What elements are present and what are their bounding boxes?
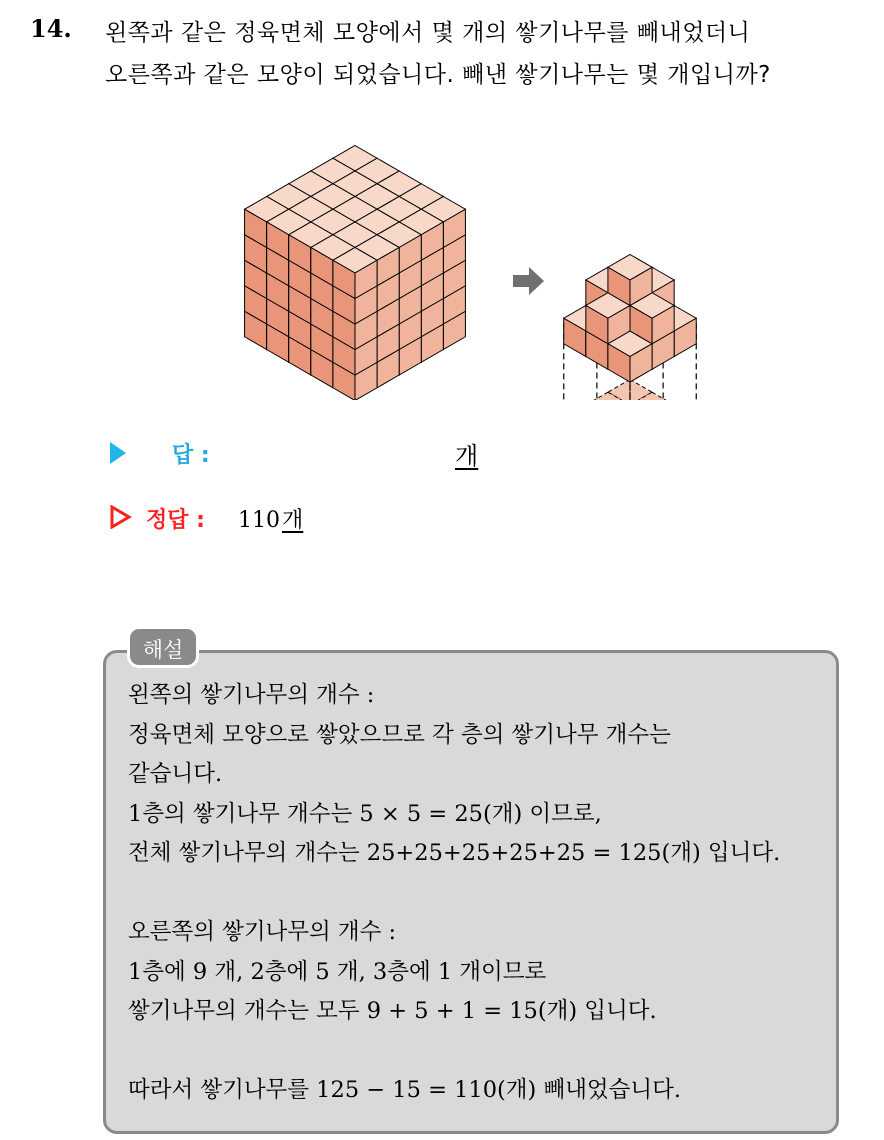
explanation-line: 왼쪽의 쌓기나무의 개수 : — [128, 682, 375, 708]
explanation-line: 정육면체 모양으로 쌓았으므로 각 층의 쌓기나무 개수는 — [128, 721, 671, 748]
explanation-line: 쌓기나무의 개수는 모두 9 + 5 + 1 = 15(개) 입니다. — [128, 998, 657, 1024]
explanation-line: 전체 쌓기나무의 개수는 25+25+25+25+25 = 125(개) 입니다. — [128, 840, 781, 866]
explanation-title: 해설 — [127, 626, 199, 668]
explanation-line: 같습니다. — [128, 761, 223, 787]
correct-value-unit: 개 — [282, 508, 304, 533]
left-cube-5x5x5 — [245, 146, 466, 401]
question-number: 14. — [30, 14, 72, 43]
explanation-line — [128, 1032, 828, 1072]
right-arrow-icon — [513, 267, 544, 295]
explanation-line — [128, 874, 828, 914]
cube-figure — [230, 140, 730, 400]
correct-answer-label: 정답 : — [146, 508, 205, 533]
question-text-line-2: 오른쪽과 같은 모양이 되었습니다. 빼낸 쌓기나무는 몇 개입니까? — [105, 62, 771, 88]
answer-label: 답 : — [172, 443, 210, 468]
explanation-line: 1층에 9 개, 2층에 5 개, 3층에 1 개이므로 — [128, 958, 547, 985]
outline-triangle-icon — [110, 505, 132, 529]
play-triangle-icon — [110, 442, 126, 464]
right-stacked-shape — [564, 255, 696, 401]
answer-unit-blank[interactable]: 개 — [455, 442, 479, 470]
question-text-line-1: 왼쪽과 같은 정육면체 모양에서 몇 개의 쌓기나무를 빼내었더니 — [105, 20, 751, 46]
explanation-line: 1층의 쌓기나무 개수는 5 × 5 = 25(개) 이므로, — [128, 800, 602, 827]
explanation-text — [128, 676, 828, 1111]
correct-answer-value — [238, 503, 303, 534]
correct-value-number: 110 — [238, 508, 280, 533]
explanation-line: 오른쪽의 쌓기나무의 개수 : — [128, 919, 397, 945]
explanation-line: 따라서 쌓기나무를 125 − 15 = 110(개) 빼내었습니다. — [128, 1077, 682, 1103]
